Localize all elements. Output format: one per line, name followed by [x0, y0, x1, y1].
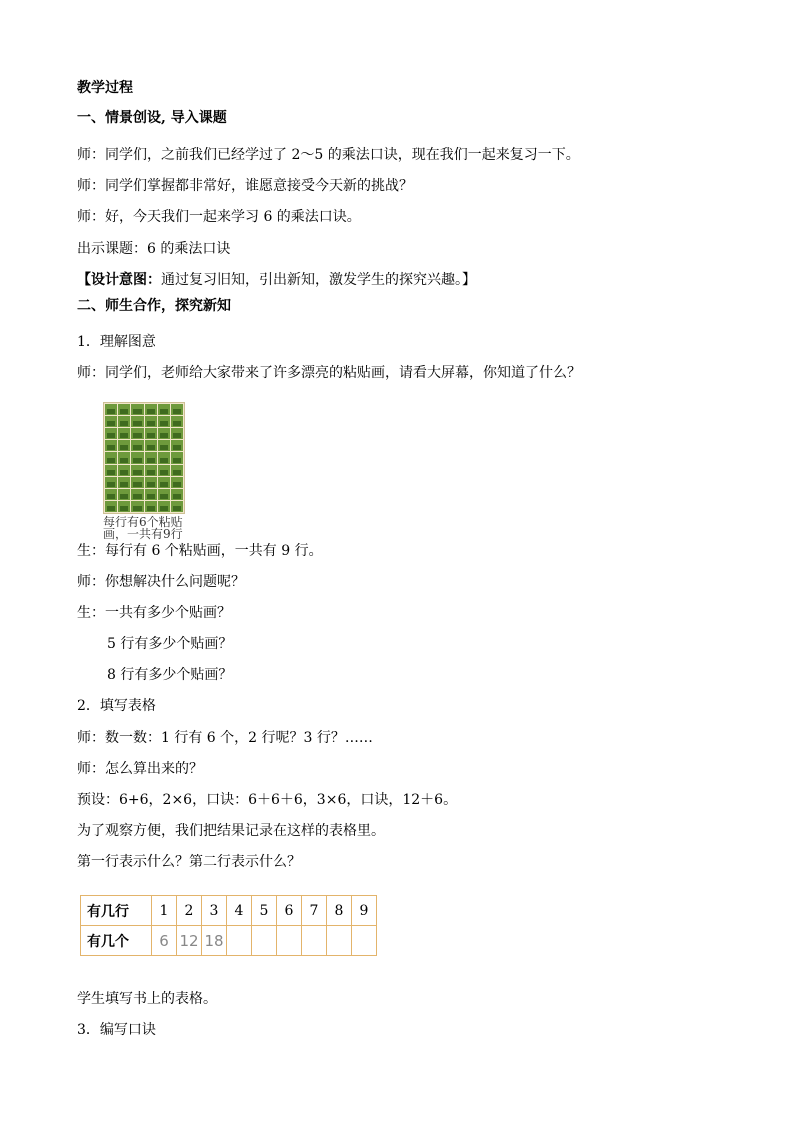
- student-answer-2: 生：一共有多少个贴画？: [77, 605, 231, 621]
- table-cell: 4: [227, 896, 252, 926]
- fill-table-note: 学生填写书上的表格。: [77, 991, 217, 1007]
- row-header-rows: 有几行: [81, 896, 152, 926]
- sticker: [171, 489, 183, 500]
- teacher-count: 师：数一数：1 行有 6 个，2 行呢？3 行？……: [77, 730, 373, 746]
- sticker: [118, 416, 130, 427]
- teacher-how: 师：怎么算出来的？: [77, 761, 203, 777]
- design-intent-text: 通过复习旧知，引出新知，激发学生的探究兴趣。】: [161, 272, 476, 288]
- student-answer-3: 5 行有多少个贴画？: [107, 636, 233, 652]
- sticker: [118, 489, 130, 500]
- sticker: [131, 501, 143, 512]
- sticker: [171, 465, 183, 476]
- sticker: [158, 477, 170, 488]
- sticker: [105, 501, 117, 512]
- sticker: [171, 404, 183, 415]
- sticker: [131, 489, 143, 500]
- sticker-grid-image: [103, 402, 185, 514]
- sticker: [145, 440, 157, 451]
- sticker: [131, 477, 143, 488]
- sticker: [158, 465, 170, 476]
- sticker: [105, 477, 117, 488]
- sticker: [145, 489, 157, 500]
- sticker: [105, 465, 117, 476]
- table-cell: 8: [327, 896, 352, 926]
- record-note: 为了观察方便，我们把结果记录在这样的表格里。: [77, 823, 385, 839]
- section1-line-4: 出示课题：6 的乘法口诀: [77, 241, 231, 257]
- sticker: [105, 452, 117, 463]
- subheading-rhyme: 3．编写口诀: [77, 1022, 156, 1038]
- table-cell: 5: [252, 896, 277, 926]
- sticker: [131, 452, 143, 463]
- sticker: [145, 452, 157, 463]
- sticker: [171, 477, 183, 488]
- student-answer-4: 8 行有多少个贴画？: [107, 667, 233, 683]
- sticker: [118, 465, 130, 476]
- sticker: [131, 465, 143, 476]
- sticker: [171, 452, 183, 463]
- sticker: [118, 501, 130, 512]
- table-cell: 6: [277, 896, 302, 926]
- sticker: [131, 404, 143, 415]
- row-header-count: 有几个: [81, 926, 152, 956]
- sticker: [171, 501, 183, 512]
- sticker: [145, 416, 157, 427]
- sticker: [171, 428, 183, 439]
- sticker: [131, 416, 143, 427]
- sticker: [171, 440, 183, 451]
- table-cell: [277, 926, 302, 956]
- table-row: [81, 926, 377, 956]
- sticker: [158, 404, 170, 415]
- student-answer-1: 生：每行有 6 个粘贴画，一共有 9 行。: [77, 543, 323, 559]
- preset-answer: 预设：6+6，2×6，口诀：6＋6＋6，3×6，口诀，12＋6。: [77, 792, 458, 808]
- sticker: [145, 465, 157, 476]
- sticker: [118, 440, 130, 451]
- sticker: [131, 440, 143, 451]
- sticker: [105, 404, 117, 415]
- image-caption: 每行有6个粘贴画，一共有9行: [103, 515, 183, 541]
- section1-title: 一、情景创设, 导入课题: [77, 110, 227, 126]
- section1-line-1: 师：同学们，之前我们已经学过了 2～5 的乘法口诀，现在我们一起来复习一下。: [77, 147, 580, 163]
- table-question: 第一行表示什么？第二行表示什么？: [77, 854, 301, 870]
- sticker: [145, 428, 157, 439]
- table-cell: 6: [152, 926, 177, 956]
- sticker: [158, 440, 170, 451]
- table-cell: 1: [152, 896, 177, 926]
- table-cell: [252, 926, 277, 956]
- design-intent-label: 【设计意图：: [77, 272, 161, 288]
- table-cell: 12: [177, 926, 202, 956]
- table-cell: 7: [302, 896, 327, 926]
- sticker: [145, 477, 157, 488]
- sticker: [158, 489, 170, 500]
- table-cell: [227, 926, 252, 956]
- design-intent: [77, 271, 476, 289]
- teacher-question-2: 师：你想解决什么问题呢？: [77, 574, 245, 590]
- sticker: [145, 501, 157, 512]
- sticker: [131, 428, 143, 439]
- table-row: [81, 896, 377, 926]
- section1-line-3: 师：好，今天我们一起来学习 6 的乘法口诀。: [77, 209, 361, 225]
- subheading-table: 2．填写表格: [77, 698, 156, 714]
- sticker: [158, 452, 170, 463]
- section2-title: 二、师生合作，探究新知: [77, 298, 231, 314]
- table-cell: [327, 926, 352, 956]
- multiplication-table: [80, 895, 377, 956]
- subheading-understand: 1．理解图意: [77, 334, 156, 350]
- sticker: [118, 428, 130, 439]
- sticker: [158, 501, 170, 512]
- table-cell: 2: [177, 896, 202, 926]
- table-cell: 18: [202, 926, 227, 956]
- heading: 教学过程: [77, 80, 133, 96]
- sticker: [105, 440, 117, 451]
- sticker: [158, 416, 170, 427]
- sticker: [105, 489, 117, 500]
- section1-line-2: 师：同学们掌握都非常好，谁愿意接受今天新的挑战？: [77, 178, 413, 194]
- table-cell: [352, 926, 377, 956]
- sticker: [118, 452, 130, 463]
- teacher-question-1: 师：同学们，老师给大家带来了许多漂亮的粘贴画，请看大屏幕，你知道了什么？: [77, 365, 581, 381]
- table-cell: [302, 926, 327, 956]
- sticker: [145, 404, 157, 415]
- table-cell: 9: [352, 896, 377, 926]
- table-cell: 3: [202, 896, 227, 926]
- sticker: [118, 477, 130, 488]
- sticker: [105, 428, 117, 439]
- sticker: [158, 428, 170, 439]
- sticker: [118, 404, 130, 415]
- sticker: [171, 416, 183, 427]
- sticker: [105, 416, 117, 427]
